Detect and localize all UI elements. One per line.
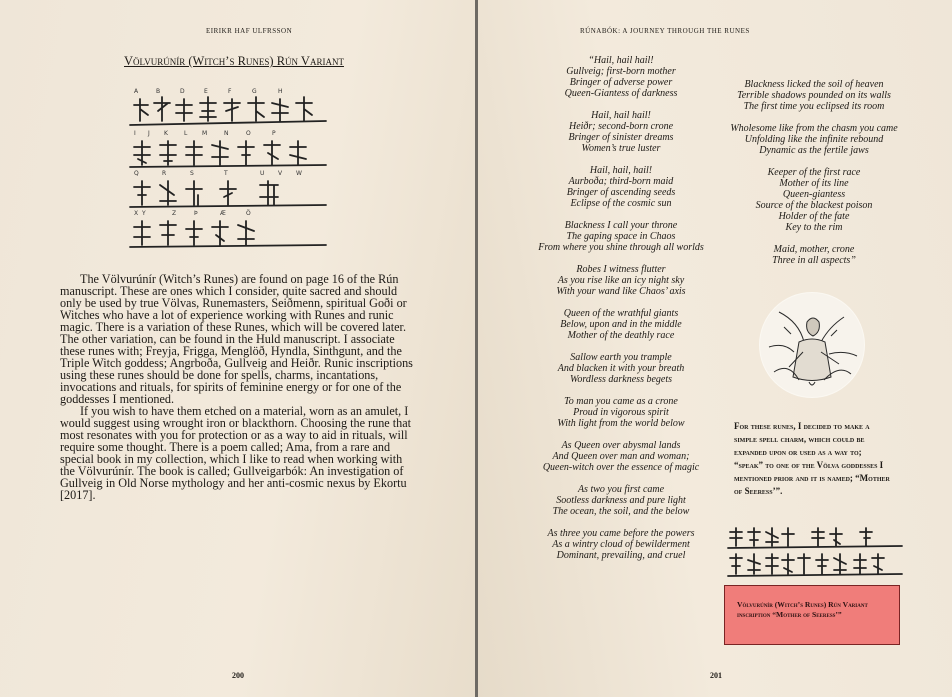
svg-text:T: T xyxy=(224,170,228,177)
svg-text:Z: Z xyxy=(172,210,177,217)
poem-stanza xyxy=(518,220,724,253)
poem-line: Queen-witch over the essence of magic xyxy=(542,462,700,473)
poem-line: Hail, hail, hail! xyxy=(589,165,653,176)
poem-stanza xyxy=(720,79,908,112)
svg-text:P: P xyxy=(272,130,276,137)
page-number-right: 201 xyxy=(710,671,722,680)
poem-stanza xyxy=(518,308,724,341)
poem-line: Queen of the wrathful giants xyxy=(563,308,679,319)
svg-text:S: S xyxy=(190,170,194,177)
poem-line: Queen-Giantess of darkness xyxy=(564,88,678,99)
poem-line: Maid, mother, crone xyxy=(773,244,855,255)
poem-line: As three you came before the powers xyxy=(547,528,695,539)
svg-text:Æ: Æ xyxy=(220,210,226,217)
poem-stanza xyxy=(518,55,724,99)
poem-line: Blackness licked the soil of heaven xyxy=(744,79,884,90)
poem-line: Eclipse of the cosmic sun xyxy=(570,198,672,209)
svg-text:D: D xyxy=(180,88,185,95)
rune-inscription-image xyxy=(726,524,904,580)
svg-text:F: F xyxy=(228,88,232,95)
spell-description: For these runes, I decided to make a simple spell charm, which could be expanded upon or used as a way to; “speak” to one of the Völva goddesses I mentioned prior and it is named; “Mother of Seeress’”. xyxy=(734,421,890,496)
paragraph-2: If you wish to have them etched on a material, worn as an amulet, I would suggest using wrought iron or blackthorn. Choosing the rune that most resonates with you for protection or as a way to aid in rituals, will require some thought. There is a poem called; Ama, from a rare and special book in my collection, which I like to read when working with the Völvurúnír. The book is called; Gullveigarbók: An investigation of Gullveig in Old Norse mythology and her anti-cosmic nexus by Ekortu [2017]. xyxy=(60,404,412,502)
poem-stanza xyxy=(518,264,724,297)
poem-line: Proud in vigorous spirit xyxy=(573,407,669,418)
running-head-left: EIRIKR HAF ULFRSSON xyxy=(206,27,293,35)
svg-text:J: J xyxy=(148,130,150,137)
poem-line: Wholesome like from the chasm you came xyxy=(730,123,898,134)
svg-text:L: L xyxy=(184,130,188,137)
poem-line: Mother of its line xyxy=(779,178,849,189)
right-page xyxy=(478,0,952,697)
running-head-right: RÚNABÓK: A JOURNEY THROUGH THE RUNES xyxy=(580,27,750,35)
poem-line: With light from the world below xyxy=(557,418,685,429)
svg-text:Þ: Þ xyxy=(194,210,198,217)
poem-line: Sootless darkness and pure light xyxy=(556,495,686,506)
poem-stanza xyxy=(518,110,724,154)
volva-goddess-engraving-icon xyxy=(759,292,865,398)
poem-line: Unfolding like the infinite rebound xyxy=(744,134,884,145)
svg-text:O: O xyxy=(246,130,251,137)
poem-column-2 xyxy=(720,79,908,277)
poem-line: Bringer of sinister dreams xyxy=(568,132,674,143)
poem-line: Dynamic as the fertile jaws xyxy=(759,145,869,156)
inscription-caption: Völvurúnír (Witch’s Runes) Rún Variant inscription “Mother of Seeress’” xyxy=(724,585,900,645)
svg-text:G: G xyxy=(252,88,257,95)
poem-line: Heiðr; second-born crone xyxy=(568,121,674,132)
poem-line: Bringer of ascending seeds xyxy=(566,187,676,198)
poem-line: As a wintry cloud of bewilderment xyxy=(552,539,690,550)
poem-line: As Queen over abysmal lands xyxy=(561,440,681,451)
poem-line: Mother of the deathly race xyxy=(567,330,675,341)
poem-line: Key to the rim xyxy=(785,222,843,233)
poem-line: Blackness I call your throne xyxy=(564,220,678,231)
poem-line: To man you came as a crone xyxy=(564,396,678,407)
poem-line: From where you shine through all worlds xyxy=(538,242,704,253)
poem-stanza xyxy=(518,352,724,385)
svg-text:X: X xyxy=(134,210,139,217)
poem-line: With your wand like Chaos’ axis xyxy=(556,286,686,297)
svg-text:Ö: Ö xyxy=(246,210,251,217)
poem-line: Dominant, prevailing, and cruel xyxy=(556,550,686,561)
poem-stanza xyxy=(720,167,908,233)
svg-text:B: B xyxy=(156,88,161,95)
poem-line: And blacken it with your breath xyxy=(557,363,685,374)
svg-text:K: K xyxy=(164,130,168,137)
poem-line: And Queen over man and woman; xyxy=(552,451,690,462)
rune-chart-image xyxy=(128,85,328,255)
poem-line: Women’s true luster xyxy=(581,143,661,154)
svg-text:H: H xyxy=(278,88,283,95)
poem-line: Robes I witness flutter xyxy=(576,264,666,275)
poem-stanza xyxy=(518,528,724,561)
poem-line: Three in all aspects” xyxy=(772,255,856,266)
poem-column-1 xyxy=(518,55,724,572)
poem-line: The first time you eclipsed its room xyxy=(743,101,885,112)
svg-text:V: V xyxy=(278,170,283,177)
poem-line: As two you first came xyxy=(577,484,665,495)
poem-line: The gaping space in Chaos xyxy=(566,231,676,242)
svg-text:W: W xyxy=(296,170,302,177)
poem-line: Gullveig; first-born mother xyxy=(566,66,676,77)
poem-line: Source of the blackest poison xyxy=(755,200,873,211)
body-text xyxy=(60,273,416,501)
svg-text:Q: Q xyxy=(134,170,139,177)
poem-line: Below, upon and in the middle xyxy=(560,319,682,330)
poem-stanza xyxy=(518,440,724,473)
svg-text:I: I xyxy=(134,130,136,137)
poem-line: “Hail, hail hail! xyxy=(588,55,654,66)
poem-line: The ocean, the soil, and the below xyxy=(552,506,690,517)
svg-text:Y: Y xyxy=(142,210,146,217)
poem-line: Bringer of adverse power xyxy=(569,77,673,88)
svg-text:U: U xyxy=(260,170,265,177)
poem-line: Aurboða; third-born maid xyxy=(568,176,674,187)
svg-text:M: M xyxy=(202,130,208,137)
svg-text:N: N xyxy=(224,130,229,137)
section-title: Völvurúnír (Witch’s Runes) Rún Variant xyxy=(124,54,344,68)
poem-line: As you rise like an icy night sky xyxy=(557,275,685,286)
paragraph-1: The Völvurúnír (Witch’s Runes) are found on page 16 of the Rún manuscript. These are ones which I consider, quite sacred and should only be used by true Völvas, Runemasters, Seiðmenn, spiritual Goði or Witches who have a lot of experience working with Runes and runic magic. There is a variation of these Runes, which will be covered later. The other variation, can be found in the Huld manuscript. I associate these runes with; Freyja, Frigga, Menglöð, Hyndla, Sinthgunt, and the Triple Witch goddess; Angrboða, Gullveig and Heiðr. Runic inscriptions using these runes should be done for spells, charms, incantations, invocations and rituals, for spirits of feminine energy or for one of the goddesses I mentioned. xyxy=(60,272,413,406)
poem-stanza xyxy=(720,244,908,266)
poem-stanza xyxy=(518,165,724,209)
poem-line: Keeper of the first race xyxy=(767,167,861,178)
svg-text:R: R xyxy=(162,170,167,177)
poem-line: Terrible shadows pounded on its walls xyxy=(737,90,891,101)
poem-stanza xyxy=(720,123,908,156)
poem-line: Sallow earth you trample xyxy=(570,352,672,363)
poem-line: Wordless darkness begets xyxy=(569,374,673,385)
poem-line: Holder of the fate xyxy=(778,211,850,222)
page-number-left: 200 xyxy=(232,671,244,680)
svg-text:E: E xyxy=(204,88,208,95)
svg-text:A: A xyxy=(134,88,139,95)
poem-line: Queen-giantess xyxy=(782,189,846,200)
poem-line: Hail, hail hail! xyxy=(591,110,651,121)
poem-stanza xyxy=(518,484,724,517)
poem-stanza xyxy=(518,396,724,429)
